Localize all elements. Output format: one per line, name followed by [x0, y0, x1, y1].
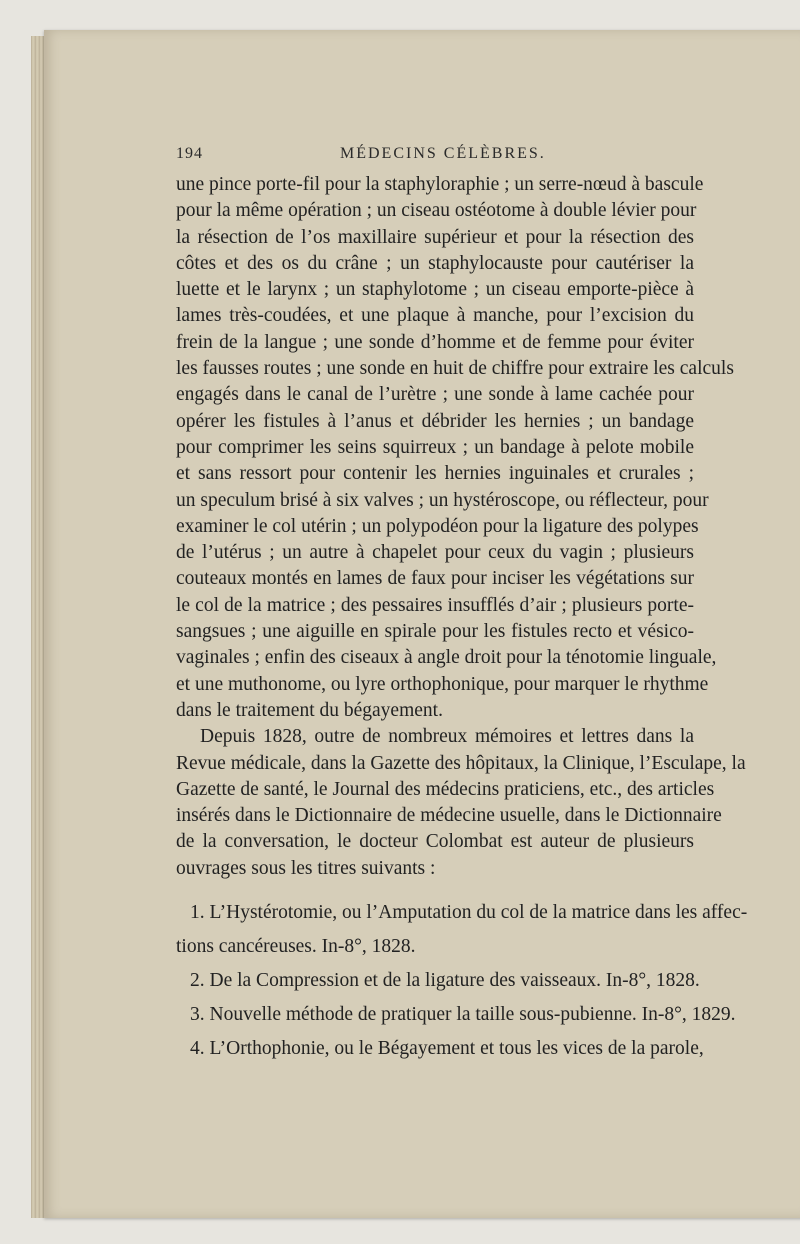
text-line: examiner le col utérin ; un polypodéon pour la ligature des polypes [176, 515, 699, 537]
text-line: pour comprimer les seins squirreux ; un bandage à pelote mobile [176, 436, 694, 458]
text-line: lames très-coudées, et une plaque à manche, pour l’excision du [176, 305, 694, 327]
text-line: une pince porte-fil pour la staphyloraphie ; un serre-nœud à bascule [176, 174, 704, 195]
paragraph-publications [176, 724, 746, 882]
paragraph-instruments [176, 172, 734, 724]
running-title: MÉDECINS CÉLÈBRES. [340, 145, 546, 162]
work-item: 3. Nouvelle méthode de pratiquer la taille sous-pubienne. In-8°, 1829. [190, 1004, 736, 1026]
text-line: le col de la matrice ; des pessaires insufflés d’air ; plusieurs porte- [176, 594, 694, 616]
text-line: vaginales ; enfin des ciseaux à angle droit pour la ténotomie linguale, [176, 647, 717, 669]
text-line: Depuis 1828, outre de nombreux mémoires et lettres dans la [200, 726, 694, 748]
text-line: de la conversation, le docteur Colombat est auteur de plusieurs [176, 831, 694, 853]
text-line: engagés dans le canal de l’urètre ; une sonde à lame cachée pour [176, 384, 694, 406]
text-line: dans le traitement du bégayement. [176, 699, 443, 721]
text-line: ouvrages sous les titres suivants : [176, 857, 436, 879]
text-line: un speculum brisé à six valves ; un hystéroscope, ou réflecteur, pour [176, 489, 709, 511]
text-line: frein de la langue ; une sonde d’homme et de femme pour éviter [176, 331, 694, 353]
text-line: et une muthonome, ou lyre orthophonique, pour marquer le rhythme [176, 673, 709, 695]
text-line: de l’utérus ; un autre à chapelet pour ceux du vagin ; plusieurs [176, 542, 694, 564]
section-gap [176, 882, 694, 896]
work-item: 2. De la Compression et de la ligature des vaisseaux. In-8°, 1828. [190, 970, 700, 992]
text-line: opérer les fistules à l’anus et débrider les hernies ; un bandage [176, 410, 694, 432]
text-line: les fausses routes ; une sonde en huit de chiffre pour extraire les calculs [176, 358, 734, 380]
text-line: la résection de l’os maxillaire supérieur et pour la résection des [176, 226, 694, 248]
text-line: luette et le larynx ; un staphylotome ; un ciseau emporte-pièce à [176, 279, 694, 301]
text-line: sangsues ; une aiguille en spirale pour les fistules recto et vésico- [176, 621, 694, 643]
text-line: pour la même opération ; un ciseau ostéotome à double lévier pour [176, 200, 697, 222]
text-line: insérés dans le Dictionnaire de médecine usuelle, dans le Dictionnaire [176, 805, 722, 827]
text-line: côtes et des os du crâne ; un staphylocauste pour cautériser la [176, 252, 694, 274]
text-line: Gazette de santé, le Journal des médecins praticiens, etc., des articles [176, 778, 715, 800]
page-number: 194 [176, 145, 203, 162]
work-item: 1. L’Hystérotomie, ou l’Amputation du col de la matrice dans les affec- [190, 902, 748, 924]
page-body [176, 172, 748, 1066]
text-line: Revue médicale, dans la Gazette des hôpitaux, la Clinique, l’Esculape, la [176, 752, 746, 774]
work-item-continuation: tions cancéreuses. In-8°, 1828. [176, 936, 416, 958]
text-line: et sans ressort pour contenir les hernies inguinales et crurales ; [176, 463, 694, 485]
text-line: couteaux montés en lames de faux pour inciser les végétations sur [176, 568, 694, 590]
page-header [176, 145, 696, 169]
works-list [176, 896, 748, 1066]
work-item: 4. L’Orthophonie, ou le Bégayement et tous les vices de la parole, [190, 1038, 704, 1060]
